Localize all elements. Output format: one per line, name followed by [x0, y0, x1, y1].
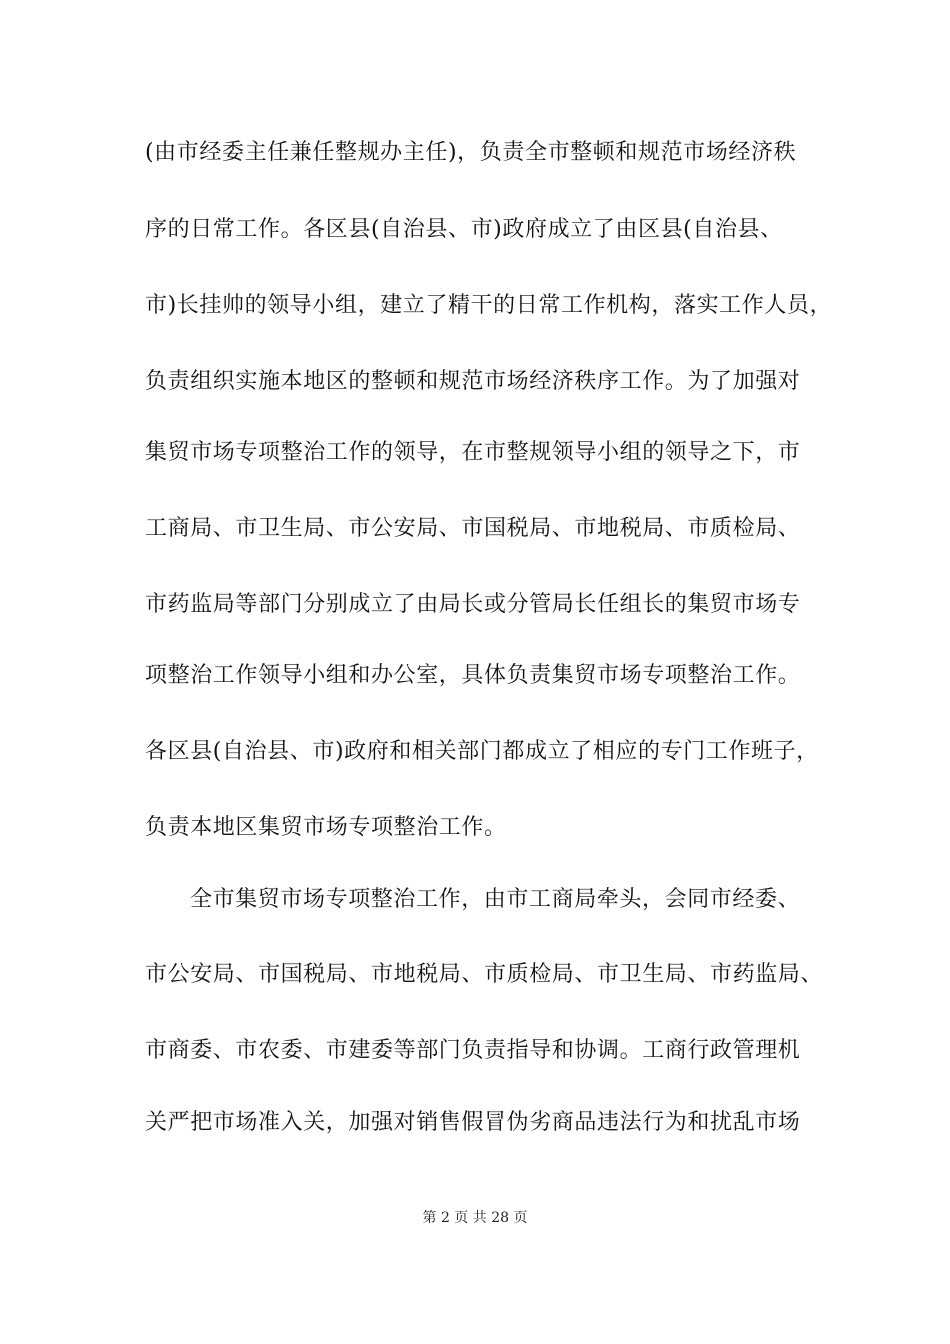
- paragraph-line: 项整治工作领导小组和办公室，具体负责集贸市场专项整治工作。: [145, 663, 801, 688]
- paragraph-line: 市药监局等部门分别成立了由局长或分管局长任组长的集贸市场专: [145, 592, 801, 617]
- paragraph-line: 各区县(自治县、市)政府和相关部门都成立了相应的专门工作班子，: [145, 739, 819, 764]
- paragraph-line: 负责本地区集贸市场专项整治工作。: [145, 815, 507, 840]
- paragraph-line: 市商委、市农委、市建委等部门负责指导和协调。工商行政管理机: [145, 1038, 801, 1063]
- page-number: 第 2 页 共 28 页: [422, 1210, 528, 1226]
- paragraph-line: 市)长挂帅的领导小组，建立了精干的日常工作机构，落实工作人员，: [145, 293, 833, 318]
- paragraph-line: 负责组织实施本地区的整顿和规范市场经济秩序工作。为了加强对: [145, 369, 801, 394]
- paragraph-line: 工商局、市卫生局、市公安局、市国税局、市地税局、市质检局、: [145, 516, 801, 541]
- paragraph-line: 集贸市场专项整治工作的领导，在市整规领导小组的领导之下，市: [145, 440, 801, 465]
- paragraph-line: (由市经委主任兼任整规办主任)，负责全市整顿和规范市场经济秩: [145, 140, 797, 165]
- paragraph-line: 市公安局、市国税局、市地税局、市质检局、市卫生局、市药监局、: [145, 962, 824, 987]
- paragraph-line: 全市集贸市场专项整治工作，由市工商局牵头，会同市经委、: [190, 887, 801, 912]
- paragraph-line: 序的日常工作。各区县(自治县、市)政府成立了由区县(自治县、: [145, 217, 783, 242]
- paragraph-line: 关严把市场准入关，加强对销售假冒伪劣商品违法行为和扰乱市场: [145, 1110, 801, 1135]
